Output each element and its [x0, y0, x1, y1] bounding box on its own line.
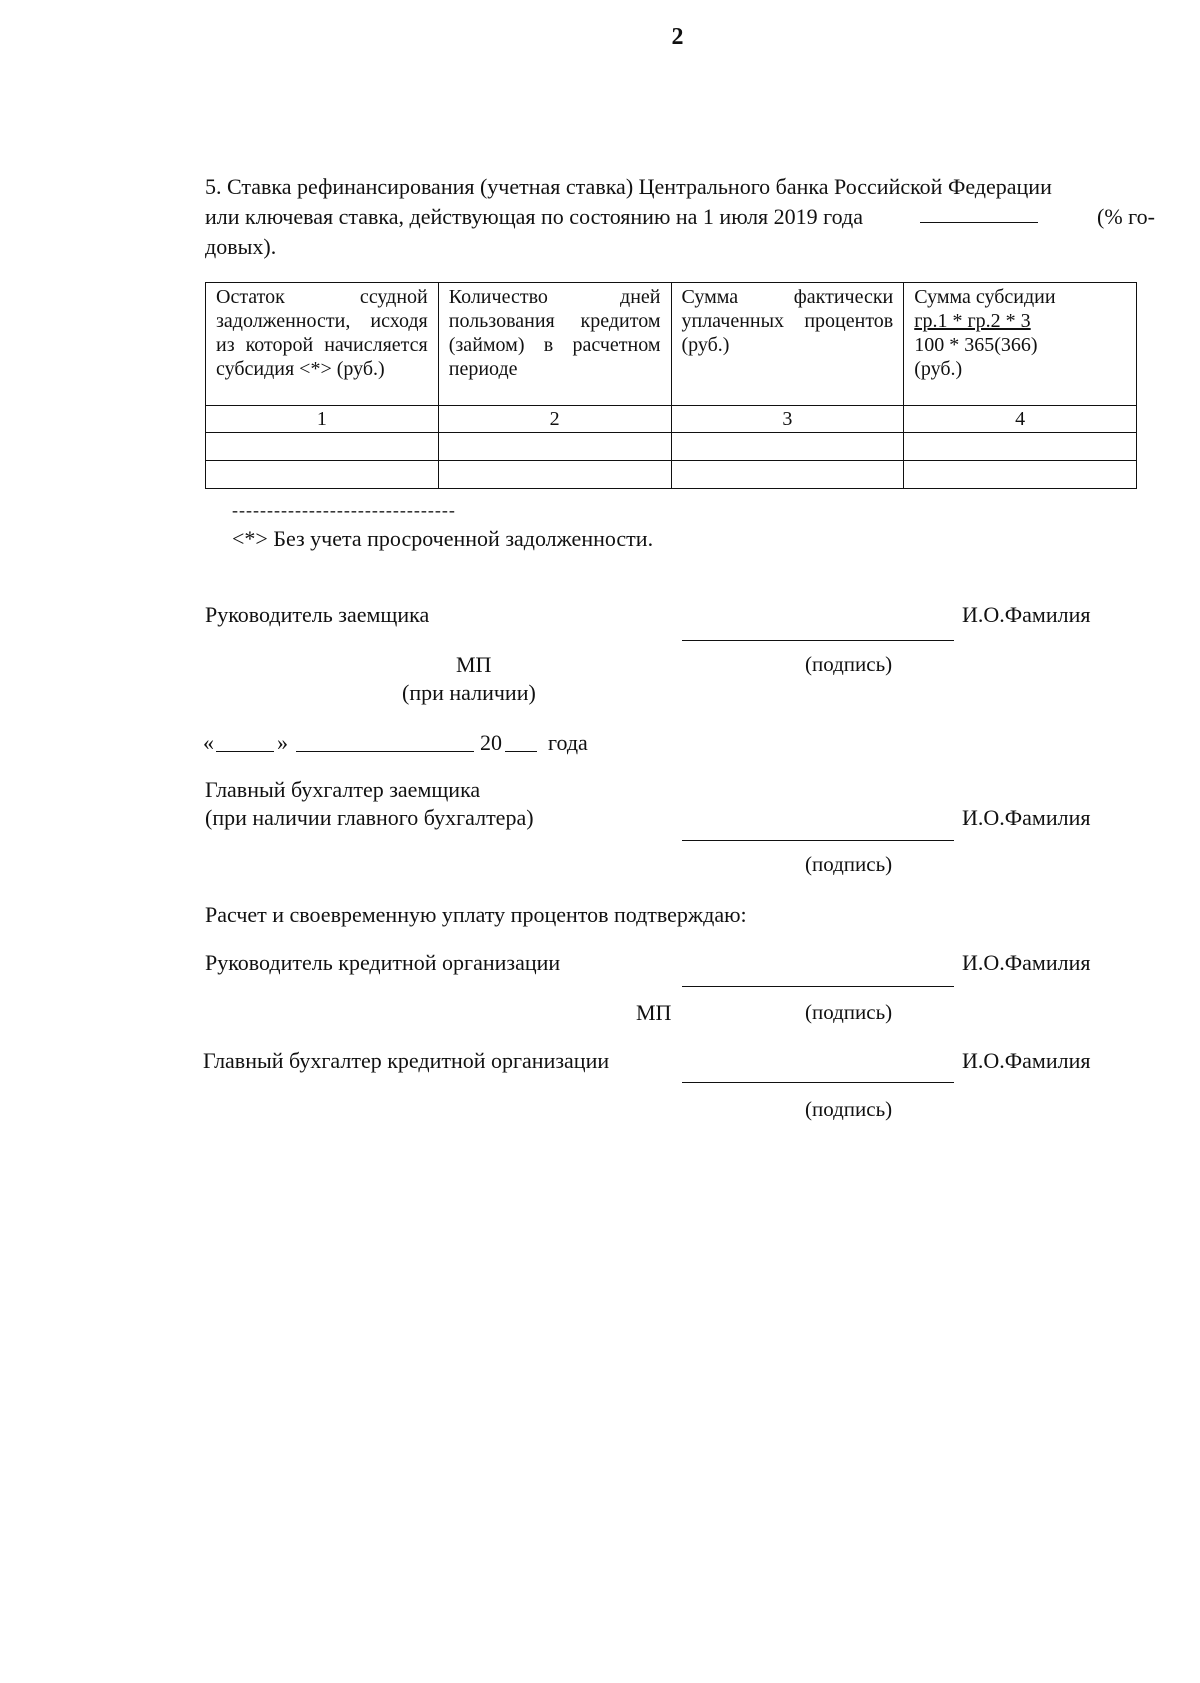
column-number: 2	[438, 406, 671, 433]
table-row	[206, 461, 1137, 489]
table-cell	[904, 461, 1137, 489]
section-5-line-3: довых).	[205, 234, 277, 259]
date-year-blank	[505, 731, 537, 752]
borrower-head-signature-line	[682, 640, 954, 641]
bank-head-name: И.О.Фамилия	[962, 950, 1091, 975]
section-5-line-2-end: (% го-	[1097, 204, 1155, 229]
borrower-accountant-name: И.О.Фамилия	[962, 805, 1091, 830]
date-close-quote: »	[277, 730, 288, 755]
bank-stamp-label: МП	[636, 1000, 672, 1025]
table-header-row	[206, 283, 1137, 406]
header-interest-paid: Сумма фактически уплаченных процентов (руб.)	[671, 283, 904, 406]
date-year-suffix: года	[548, 730, 588, 755]
date-year-prefix: 20	[480, 730, 502, 755]
header-loan-balance: Остаток ссудной задолженности, исходя из которой начисляется субсидия <*> (руб.)	[206, 283, 439, 406]
header-subsidy-amount	[904, 283, 1137, 406]
column-number: 1	[206, 406, 439, 433]
subsidy-header-unit: (руб.)	[914, 358, 963, 380]
date-open-quote: «	[203, 730, 214, 755]
table-column-numbers-row	[206, 406, 1137, 433]
header-days-count: Количество дней пользования кредитом (займом) в расчетном периоде	[438, 283, 671, 406]
borrower-head-label: Руководитель заемщика	[205, 602, 430, 627]
table-cell	[671, 433, 904, 461]
bank-accountant-signature-caption: (подпись)	[805, 1097, 893, 1121]
page-number: 2	[671, 24, 684, 50]
borrower-accountant-label-line-1: Главный бухгалтер заемщика	[205, 777, 481, 802]
borrower-stamp-note: (при наличии)	[402, 680, 536, 705]
section-5-paragraph	[205, 172, 1155, 262]
date-month-blank	[296, 731, 474, 752]
column-number: 3	[671, 406, 904, 433]
column-number: 4	[904, 406, 1137, 433]
subsidy-formula-denominator: 100 * 365(366)	[914, 334, 1038, 356]
table-cell	[671, 461, 904, 489]
table-cell	[206, 461, 439, 489]
date-day-blank	[216, 731, 274, 752]
borrower-head-name: И.О.Фамилия	[962, 602, 1091, 627]
borrower-accountant-signature-line	[682, 840, 954, 841]
borrower-accountant-label-line-2: (при наличии главного бухгалтера)	[205, 805, 534, 830]
bank-head-signature-caption: (подпись)	[805, 1000, 893, 1024]
subsidy-header-title: Сумма субсидии	[914, 286, 1056, 308]
subsidy-formula-numerator: гр.1 * гр.2 * 3	[914, 310, 1031, 332]
subsidy-calculation-table	[205, 282, 1137, 489]
bank-head-label: Руководитель кредитной организации	[205, 950, 561, 975]
borrower-accountant-signature-caption: (подпись)	[805, 852, 893, 876]
table-cell	[206, 433, 439, 461]
bank-accountant-label: Главный бухгалтер кредитной организации	[203, 1048, 610, 1073]
table-cell	[438, 433, 671, 461]
section-5-line-2	[205, 202, 1155, 232]
bank-accountant-name: И.О.Фамилия	[962, 1048, 1091, 1073]
table-cell	[438, 461, 671, 489]
confirmation-text: Расчет и своевременную уплату процентов подтверждаю:	[205, 902, 747, 927]
section-5-line-1: 5. Ставка рефинансирования (учетная ставка) Центрального банка Российской Федерации	[205, 174, 1052, 199]
bank-head-signature-line	[682, 986, 954, 987]
borrower-stamp-label: МП	[456, 652, 492, 677]
footnote-separator: --------------------------------	[232, 500, 456, 520]
section-5-line-2-text: или ключевая ставка, действующая по состоянию на 1 июля 2019 года	[205, 204, 863, 229]
table-cell	[904, 433, 1137, 461]
borrower-head-signature-caption: (подпись)	[805, 652, 893, 676]
table-row	[206, 433, 1137, 461]
footnote-text: <*> Без учета просроченной задолженности.	[232, 526, 654, 551]
bank-accountant-signature-line	[682, 1082, 954, 1083]
rate-fill-blank	[920, 202, 1038, 223]
